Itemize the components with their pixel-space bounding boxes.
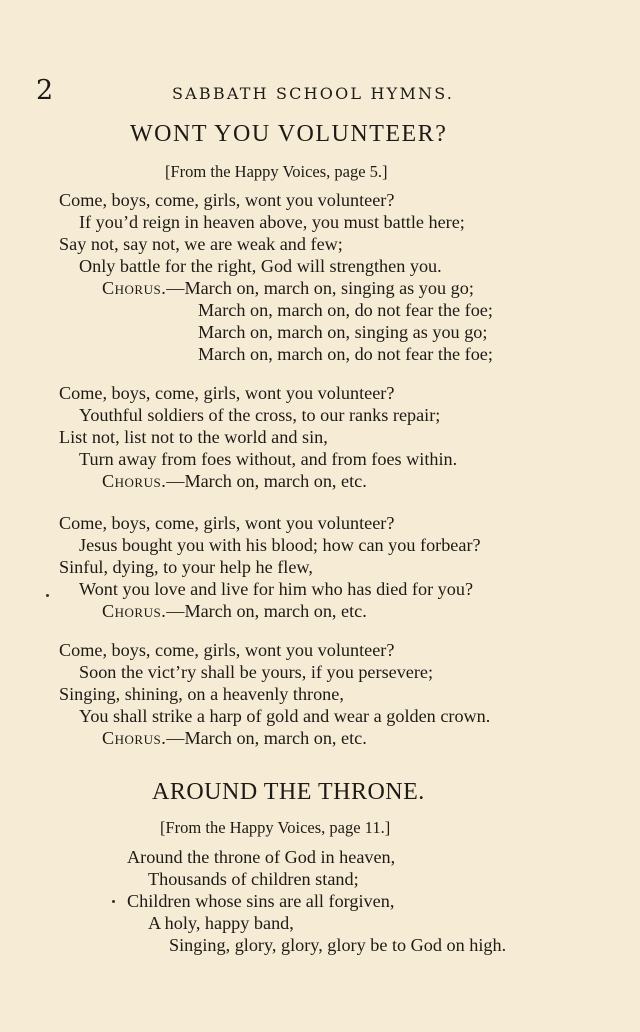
verse-line: Come, boys, come, girls, wont you volunteer? bbox=[59, 640, 395, 660]
chorus-line: March on, march on, do not fear the foe; bbox=[198, 300, 493, 320]
verse-line: A holy, happy band, bbox=[148, 913, 294, 933]
chorus-text: —March on, march on, etc. bbox=[166, 728, 367, 748]
verse-line: If you’d reign in heaven above, you must battle here; bbox=[79, 212, 465, 232]
verse-line: Say not, say not, we are weak and few; bbox=[59, 234, 343, 254]
page-number: 2 bbox=[36, 75, 54, 106]
chorus-label: Chorus. bbox=[102, 471, 167, 491]
chorus-text: —March on, march on, singing as you go; bbox=[166, 278, 474, 298]
chorus-label: Chorus. bbox=[102, 728, 167, 748]
verse-line: Sinful, dying, to your help he flew, bbox=[59, 557, 313, 577]
verse-line: Around the throne of God in heaven, bbox=[127, 847, 396, 867]
verse-line: Turn away from foes without, and from foes within. bbox=[79, 449, 458, 469]
chorus-label: Chorus. bbox=[102, 278, 167, 298]
verse-line: Come, boys, come, girls, wont you volunteer? bbox=[59, 190, 395, 210]
verse-line: Soon the vict’ry shall be yours, if you persevere; bbox=[79, 662, 434, 682]
verse-line: Thousands of children stand; bbox=[148, 869, 359, 889]
verse-line: Come, boys, come, girls, wont you volunteer? bbox=[59, 513, 395, 533]
verse-line: List not, list not to the world and sin, bbox=[59, 427, 328, 447]
verse-line: Youthful soldiers of the cross, to our ranks repair; bbox=[79, 405, 441, 425]
verse-line: Come, boys, come, girls, wont you volunteer? bbox=[59, 383, 395, 403]
chorus-line: March on, march on, singing as you go; bbox=[198, 322, 488, 342]
verse-line: Jesus bought you with his blood; how can you forbear? bbox=[79, 535, 481, 555]
chorus-text: —March on, march on, etc. bbox=[166, 601, 367, 621]
chorus-line bbox=[102, 470, 367, 492]
chorus-label: Chorus. bbox=[102, 601, 167, 621]
print-speck bbox=[112, 900, 115, 903]
hymn-title: AROUND THE THRONE. bbox=[152, 779, 425, 805]
verse-line: Singing, glory, glory, glory be to God on high. bbox=[169, 935, 507, 955]
hymn-source: [From the Happy Voices, page 11.] bbox=[160, 818, 391, 837]
hymn-source: [From the Happy Voices, page 5.] bbox=[165, 162, 388, 181]
chorus-line bbox=[102, 727, 367, 749]
print-speck bbox=[46, 594, 49, 597]
chorus-line bbox=[102, 277, 474, 299]
verse-line: Children whose sins are all forgiven, bbox=[127, 891, 395, 911]
chorus-text: —March on, march on, etc. bbox=[166, 471, 367, 491]
chorus-line: March on, march on, do not fear the foe; bbox=[198, 344, 493, 364]
verse-line: Wont you love and live for him who has died for you? bbox=[79, 579, 474, 599]
verse-line: Singing, shining, on a heavenly throne, bbox=[59, 684, 344, 704]
verse-line: Only battle for the right, God will strengthen you. bbox=[79, 256, 442, 276]
chorus-line bbox=[102, 600, 367, 622]
running-title: SABBATH SCHOOL HYMNS. bbox=[172, 84, 455, 103]
verse-line: You shall strike a harp of gold and wear a golden crown. bbox=[79, 706, 491, 726]
hymn-title: WONT YOU VOLUNTEER? bbox=[130, 121, 448, 147]
